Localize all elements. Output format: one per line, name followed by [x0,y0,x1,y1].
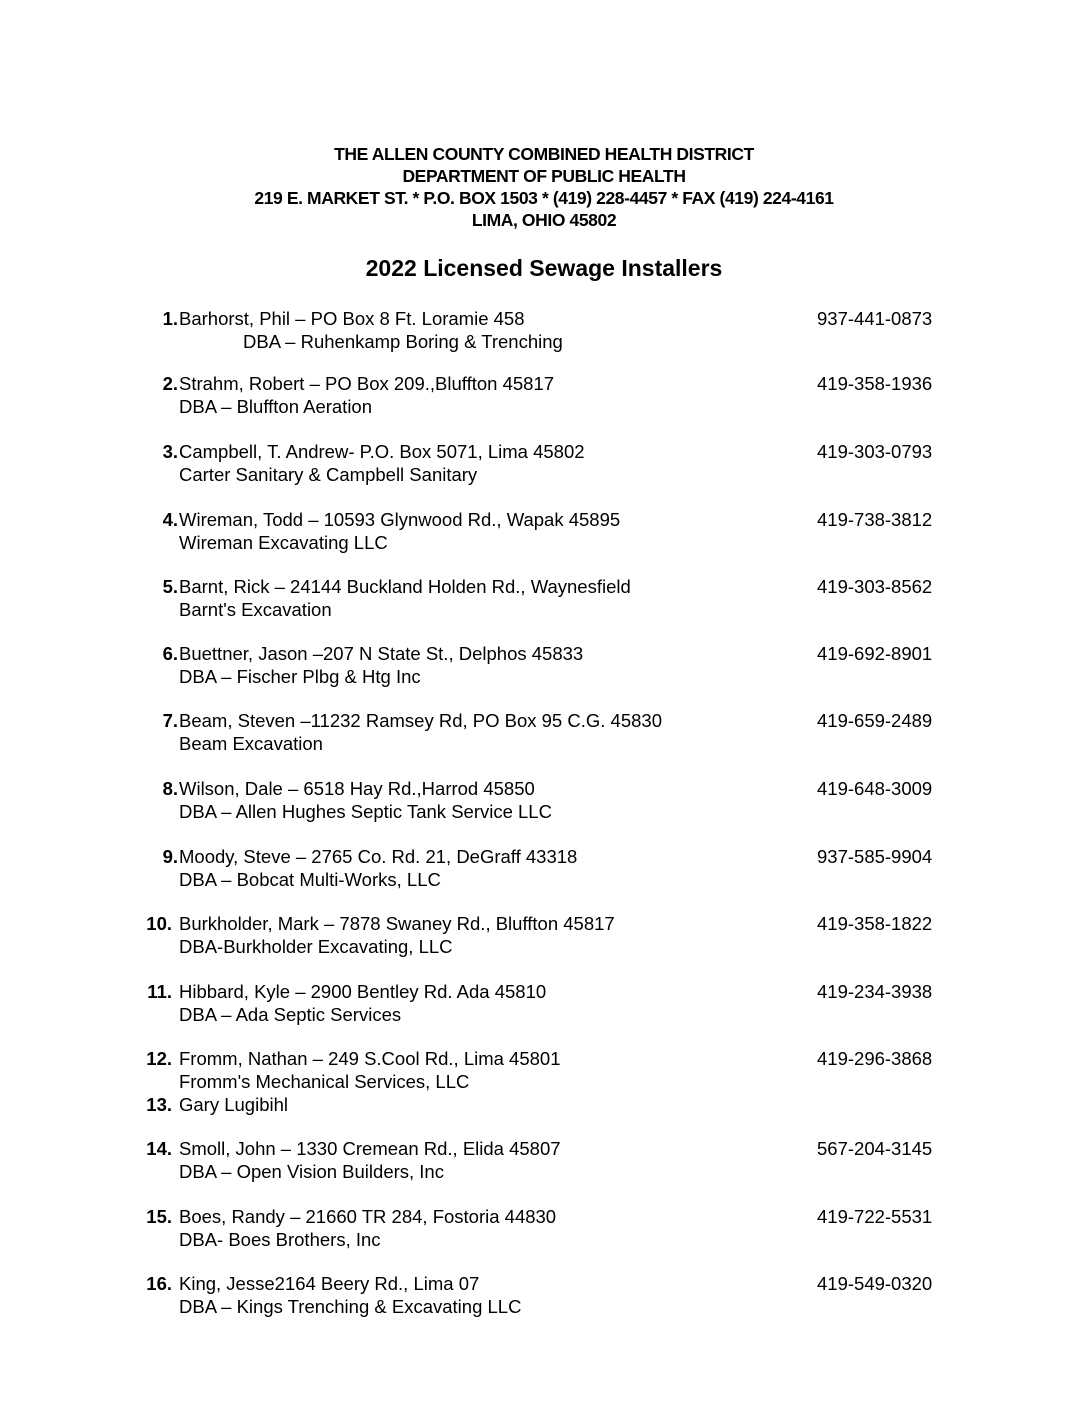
entry-number: 10. [146,913,172,934]
entry-phone: 937-441-0873 [817,308,933,329]
address-line: 219 E. MARKET ST. * P.O. BOX 1503 * (419) 228-4457 * FAX (419) 224-4161 [254,188,834,208]
entry-name-address: Boes, Randy – 21660 TR 284, Fostoria 44830 [179,1206,557,1227]
entry-name-address: Barhorst, Phil – PO Box 8 Ft. Loramie 458 [179,308,525,329]
entry-name-address: Campbell, T. Andrew- P.O. Box 5071, Lima 45802 [179,441,585,462]
entry-number: 1. [162,308,178,329]
entry-name-address: Barnt, Rick – 24144 Buckland Holden Rd., Waynesfield [179,576,631,597]
entry-business: Fromm's Mechanical Services, LLC [179,1071,470,1092]
entry-phone: 419-358-1822 [817,913,933,934]
entry-name-address: Moody, Steve – 2765 Co. Rd. 21, DeGraff 43318 [179,846,578,867]
entry-phone: 419-296-3868 [817,1048,933,1069]
entry-business: DBA – Ruhenkamp Boring & Trenching [243,331,563,352]
entry-phone: 937-585-9904 [817,846,933,867]
entry-phone: 419-549-0320 [817,1273,933,1294]
entry-business: DBA – Ada Septic Services [179,1004,402,1025]
entry-number: 3. [162,441,178,462]
entry-business: Barnt's Excavation [179,599,332,620]
entry-number: 7. [162,710,178,731]
entry-business: DBA – Kings Trenching & Excavating LLC [179,1296,522,1317]
entry-business: Wireman Excavating LLC [179,532,388,553]
entry-business: DBA – Bluffton Aeration [179,396,373,417]
entry-number: 12. [146,1048,172,1069]
entry-name-address: Buettner, Jason –207 N State St., Delphos 45833 [179,643,584,664]
city-line: LIMA, OHIO 45802 [471,210,617,230]
entry-business: DBA – Fischer Plbg & Htg Inc [179,666,421,687]
document-header [0,143,1088,231]
entry-name-address: Hibbard, Kyle – 2900 Bentley Rd. Ada 45810 [179,981,547,1002]
entry-phone: 419-303-8562 [817,576,933,597]
entry-number: 9. [162,846,178,867]
entry-business: Beam Excavation [179,733,323,754]
entry-number: 15. [146,1206,172,1227]
entry-business: DBA – Bobcat Multi-Works, LLC [179,869,441,890]
entry-number: 11. [147,981,172,1002]
entry-name-address: Gary Lugibihl [179,1094,289,1115]
entry-business: DBA – Allen Hughes Septic Tank Service LLC [179,801,552,822]
entry-number: 16. [146,1273,172,1294]
entry-name-address: Wilson, Dale – 6518 Hay Rd.,Harrod 45850 [179,778,535,799]
entry-number: 4. [162,509,178,530]
entry-business: DBA-Burkholder Excavating, LLC [179,936,453,957]
entry-phone: 567-204-3145 [817,1138,933,1159]
entry-phone: 419-234-3938 [817,981,933,1002]
entry-name-address: Wireman, Todd – 10593 Glynwood Rd., Wapak 45895 [179,509,621,530]
entry-number: 13. [146,1094,172,1115]
department-name: DEPARTMENT OF PUBLIC HEALTH [402,166,686,186]
entry-business: Carter Sanitary & Campbell Sanitary [179,464,478,485]
entry-phone: 419-648-3009 [817,778,933,799]
entry-phone: 419-738-3812 [817,509,933,530]
entry-name-address: Burkholder, Mark – 7878 Swaney Rd., Bluffton 45817 [179,913,615,934]
entry-number: 2. [162,373,178,394]
entry-name-address: King, Jesse2164 Beery Rd., Lima 07 [179,1273,480,1294]
entry-business: DBA – Open Vision Builders, Inc [179,1161,444,1182]
entry-phone: 419-303-0793 [817,441,933,462]
organization-name: THE ALLEN COUNTY COMBINED HEALTH DISTRICT [334,144,754,164]
entry-phone: 419-692-8901 [817,643,933,664]
entry-business: DBA- Boes Brothers, Inc [179,1229,381,1250]
entry-number: 5. [162,576,178,597]
entry-name-address: Strahm, Robert – PO Box 209.,Bluffton 45817 [179,373,555,394]
entry-phone: 419-722-5531 [817,1206,933,1227]
entry-name-address: Beam, Steven –11232 Ramsey Rd, PO Box 95 C.G. 45830 [179,710,662,731]
entry-phone: 419-358-1936 [817,373,933,394]
entry-phone: 419-659-2489 [817,710,933,731]
entry-name-address: Fromm, Nathan – 249 S.Cool Rd., Lima 45801 [179,1048,561,1069]
entry-name-address: Smoll, John – 1330 Cremean Rd., Elida 45807 [179,1138,561,1159]
entry-number: 14. [146,1138,172,1159]
entry-number: 8. [162,778,178,799]
page-title: 2022 Licensed Sewage Installers [365,255,723,281]
entry-number: 6. [162,643,178,664]
